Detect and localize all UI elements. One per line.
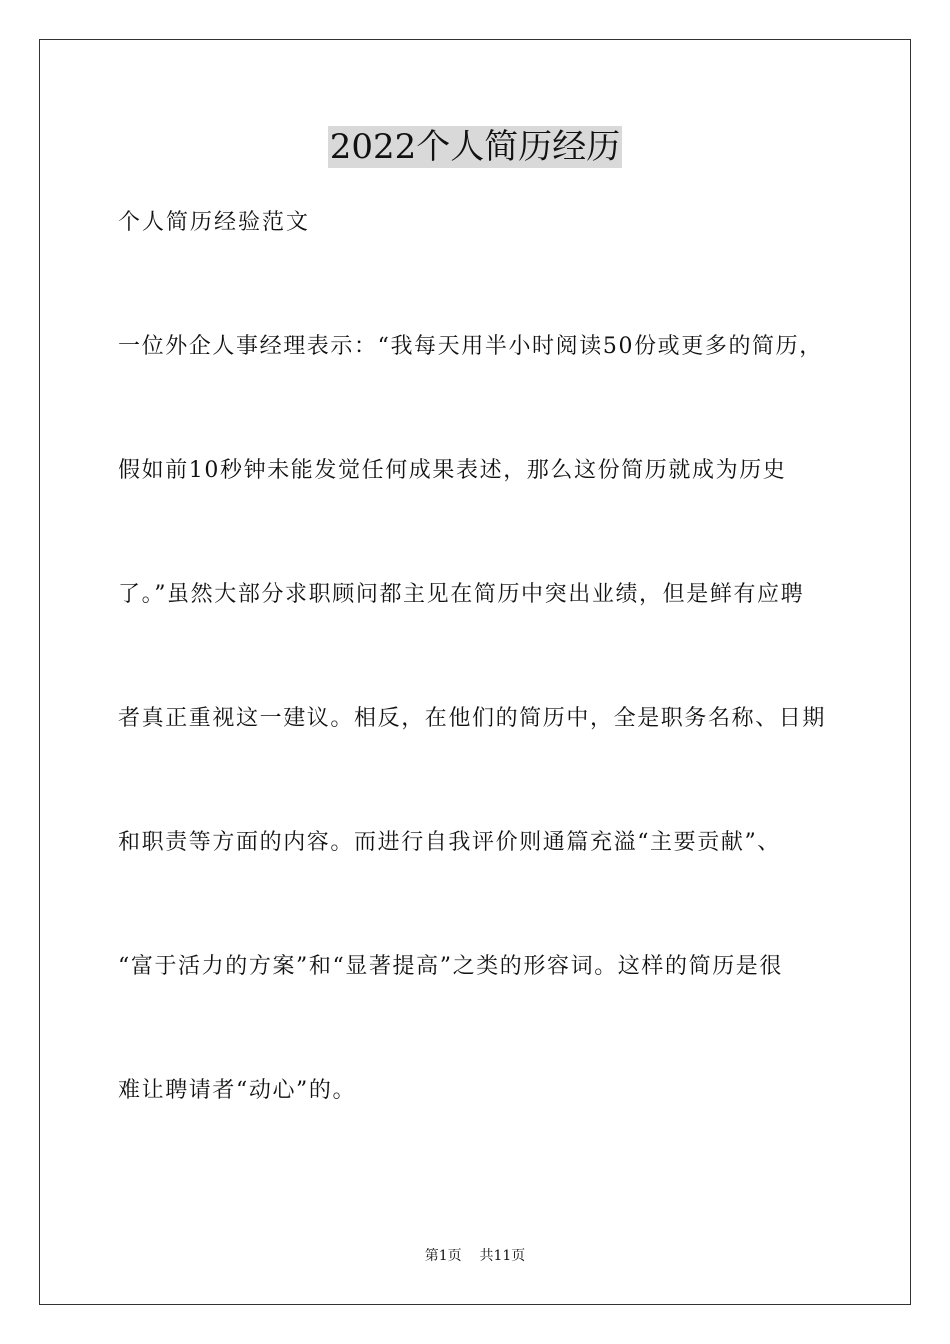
body-line-3: 了。”虽然大部分求职顾问都主见在简历中突出业绩，但是鲜有应聘: [118, 582, 805, 607]
body-line-6: “富于活力的方案”和“显著提高”之类的形容词。这样的简历是很: [118, 954, 783, 979]
body-line-1: 一位外企人事经理表示：“我每天用半小时阅读50份或更多的简历，: [118, 334, 823, 359]
document-subtitle: 个人简历经验范文: [118, 210, 311, 235]
page-number: 第1页: [424, 1248, 462, 1264]
body-line-2: 假如前10秒钟未能发觉任何成果表述，那么这份简历就成为历史: [118, 458, 787, 483]
body-line-4: 者真正重视这一建议。相反，在他们的简历中，全是职务名称、日期: [118, 706, 827, 731]
document-title: 2022个人简历经历: [329, 127, 621, 167]
body-line-5: 和职责等方面的内容。而进行自我评价则通篇充溢“主要贡献”、: [118, 830, 781, 855]
title-container: [0, 126, 950, 168]
total-pages: 共11页: [479, 1248, 526, 1264]
page-footer: [0, 1246, 950, 1266]
body-line-7: 难让聘请者“动心”的。: [118, 1078, 357, 1103]
